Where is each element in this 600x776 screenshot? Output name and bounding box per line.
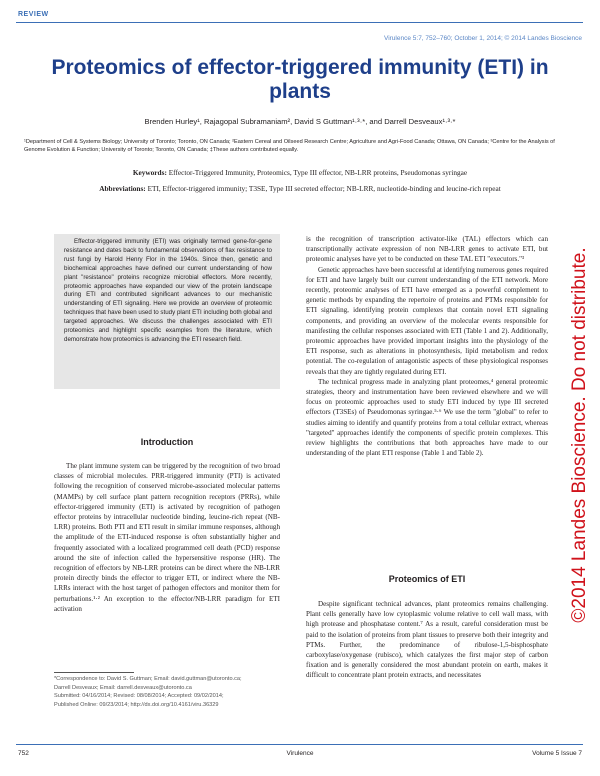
abbreviations-block	[30, 184, 570, 194]
abbreviations-label: Abbreviations:	[99, 184, 146, 193]
author-list: Brenden Hurley¹, Rajagopal Subramaniam², David S Guttman¹·³·*, and Darrell Desveaux¹·³·*	[144, 117, 456, 126]
footer-journal: Virulence	[286, 750, 314, 757]
correspondence-footnote	[54, 675, 280, 709]
footnote-rule	[54, 672, 134, 673]
affiliations: ¹Department of Cell & Systems Biology; University of Toronto; Toronto, ON Canada; ²Eastern Cereal and Oilseed Research Centre; Agriculture and Agri-Food Canada; Ottawa, ON Canada; ³Centre for the Analysis of Genome Evolution & Function; University of Toronto; Toronto, ON Canada; ‡These authors contributed equally.	[24, 139, 555, 153]
abstract-text: Effector-triggered immunity (ETI) was originally termed gene-for-gene resistance and dates back to fundamental observations of flax resistance to rust fungi by Harold Henry Flor in the 1940s. Since then, genetic and biochemical approaches have defined our current understanding of how plant "resistance" proteins recognize microbial effectors. More recently, proteomic approaches have expanded our view of the protein landscape during ETI and contributed significant advances to our mechanistic understanding of ETI signaling. Here we provide an overview of proteomic techniques that have been used to study plant ETI including both global and targeted approaches. We discuss the challenges associated with ETI proteomics and highlight specific examples from the literature, which demonstrate how proteomics is advancing the ETI research field.	[64, 238, 272, 343]
right-paragraph-1: Genetic approaches have been successful at identifying numerous genes required for ETI and have largely built our current understanding of the ETI network. More recently, proteomic analyses of ETI have emerged as a powerful complement to genetic methods by expanding the repertoire of proteins and PTMs responsible for ETI signaling, identifying protein complexes that contain novel ETI signaling components, and providing an overview of the molecular events responsible for manifesting the cellular responses associated with ETI (Table 1 and 2). Additionally, proteomic approaches have provided important insights into the physiology of the ETI response, such as alterations in photosynthesis, lipid metabolism and redox potential. The co-regulation of antagonistic aspects of these physiological responses reveals that they are tightly regulated during ETI.	[306, 265, 548, 376]
footnote-line: Submitted: 04/16/2014; Revised: 08/08/2014; Accepted: 09/02/2014;	[54, 693, 224, 699]
right-paragraph-0: is the recognition of transcription activator-like (TAL) effectors which can transcriptionally activate expression of non NB-LRR genes to activate ETI, but proteomic analyses have yet to be conducted on these TAL ETI "executors."³	[306, 235, 548, 264]
right-column	[306, 234, 548, 458]
right-paragraph-2: The technical progress made in analyzing plant proteomes,⁴ general proteomic strategies, theory and instrumentation have been reviewed elsewhere and we will focus on proteomic approaches used to study ETI induced by type III secreted effectors (T3SEs) of Pseudomonas syringae.⁵·⁶ We use the term "global" to refer to studies aiming to identify and quantify proteins from a total cellular extract, whereas "targeted" approaches identify the components of specific protein complexes. This review highlights the contributions that both approaches have made to our understanding of the plant ETI response (Table 1 and Table 2).	[306, 377, 548, 458]
footer-rule	[16, 744, 583, 745]
footer-issue: Volume 5 Issue 7	[532, 750, 582, 757]
proteomics-eti-heading: Proteomics of ETI	[388, 574, 466, 584]
abbreviations-text: ETI, Effector-triggered immunity; T3SE, Type III secreted effector; NB-LRR, nucleotide-binding and leucine-rich repeat	[147, 184, 501, 193]
header-rule	[16, 22, 583, 23]
intro-paragraph: The plant immune system can be triggered by the recognition of two broad classes of microbial molecules. PRR-triggered immunity (PTI) is activated following the recognition of conserved microbe-associated molecular patterns (MAMPs) by cell surface plant pattern recognition receptors (PRRs), while effector-triggered immunity (ETI) is activated by recognition of pathogen effector proteins by intracellular nucleotide binding, leucine-rich repeat (NB-LRR) proteins. Both PTI and ETI result in similar immune responses, although the amplitude of the ETI-induced response is often substantially higher and frequently associated with a localized programmed cell death (PCD) response around the site of infection called the hypersensitive response (HR). The recognition of effectors by NB-LRR proteins can be direct where the NB-LRR protein directly binds the effector to trigger ETI, or indirect where the NB-LRRs interact with the host target of pathogen effectors and monitor them for perturbations.¹·² An exception to the effector/NB-LRR paradigm for ETI activation	[54, 462, 280, 613]
keywords-text: Effector-Triggered Immunity, Proteomics, Type III effector, NB-LRR proteins, Pseudomonas syringae	[168, 168, 468, 177]
footnote-line: *Correspondence to: David S. Guttman; Email: david.guttman@utoronto.ca;	[54, 676, 242, 682]
section-label: REVIEW	[18, 11, 49, 18]
left-column	[54, 461, 280, 614]
watermark-text: ©2014 Landes Bioscience. Do not distribute.	[569, 247, 590, 623]
introduction-heading: Introduction	[140, 437, 194, 447]
journal-citation: Virulence 5:7, 752–760; October 1, 2014; © 2014 Landes Bioscience	[383, 35, 582, 42]
footnote-line: Published Online: 09/23/2014; http://dx.doi.org/10.4161/viru.36329	[54, 701, 219, 708]
article-title: Proteomics of effector-triggered immunity (ETI) in plants	[51, 56, 549, 103]
page-number: 752	[18, 750, 29, 757]
footnote-line: Darrell Desveaux; Email: darrell.desveaux@utoronto.ca	[54, 684, 192, 691]
right-paragraph-3: Despite significant technical advances, plant proteomics remains challenging. Plant cells generally have low cytoplasmic volume relative to cell wall mass, with high protease and phosphatase content.⁷ As a result, careful consideration must be paid to the isolation of proteins from plant tissues to preserve both their integrity and PTMs. Further, the predominance of ribulose-1,5-bisphosphate carboxylase/oxygenase (rubisco), which catalyzes the first major step of carbon fixation and is generally considered the most abundant protein on earth, makes it difficult to concentrate plant protein extracts, and necessitates	[306, 600, 548, 680]
keywords-block	[30, 168, 570, 178]
keywords-label: Keywords:	[132, 168, 167, 177]
copyright-watermark	[560, 190, 600, 680]
